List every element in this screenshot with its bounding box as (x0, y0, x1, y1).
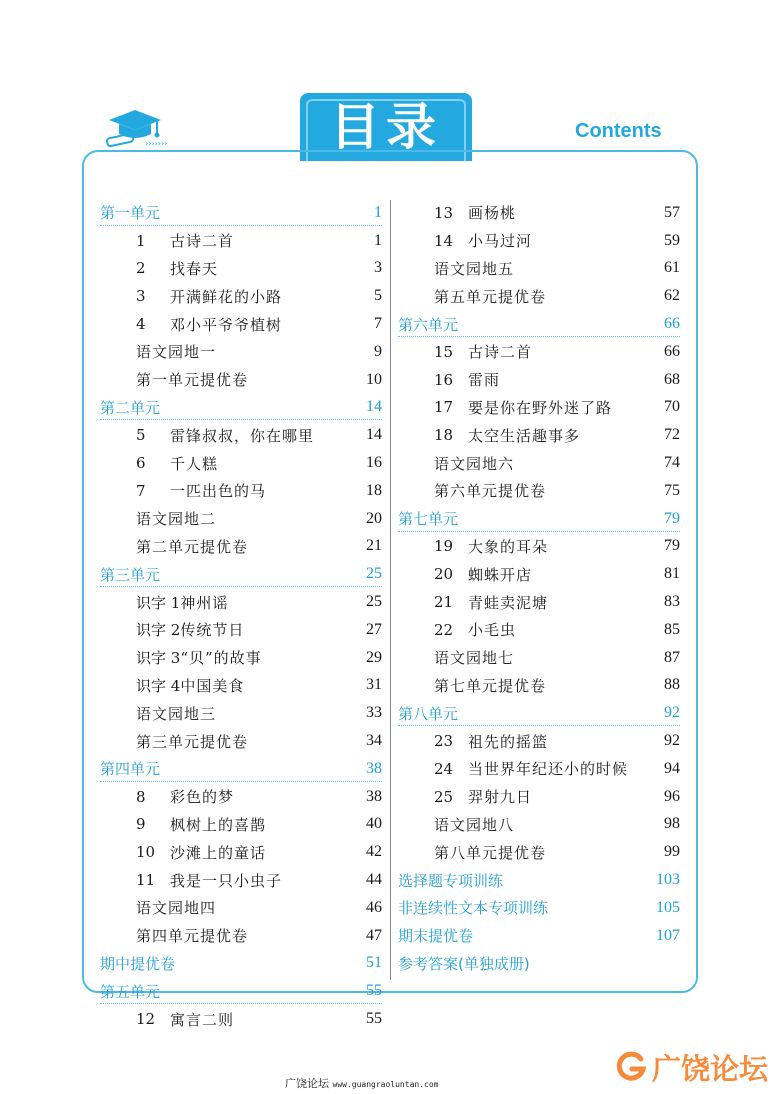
toc-entry[interactable] (100, 338, 382, 366)
toc-entry-title: 当世界年纪还小的时候 (468, 760, 629, 779)
svg-text:›››››››: ››››››› (145, 139, 168, 148)
toc-entry-title: 语文园地七 (434, 649, 515, 668)
toc-entry-title: 太空生活趣事多 (468, 426, 581, 445)
toc-entry-number: 23 (434, 732, 454, 751)
toc-entry[interactable] (398, 449, 680, 477)
toc-page-number: 92 (664, 732, 680, 750)
toc-entry[interactable] (398, 755, 680, 783)
toc-entry-title: 沙滩上的童话 (170, 843, 267, 862)
toc-page-number: 105 (656, 898, 680, 916)
toc-entry-number: 19 (434, 537, 454, 556)
toc-page-number: 81 (664, 565, 680, 583)
toc-page-number: 10 (366, 370, 382, 388)
toc-entry-title: 语文园地二 (136, 510, 217, 529)
footer-url: www.guangraoluntan.com (332, 1080, 439, 1089)
toc-entry-title: 青蛙卖泥塘 (468, 593, 549, 612)
toc-page-number: 3 (374, 259, 382, 277)
toc-entry-number: 识字 1 (136, 593, 181, 612)
toc-special-entry[interactable] (398, 950, 680, 978)
footer-site-name: 广饶论坛 (285, 1077, 329, 1090)
toc-entry-title: 第四单元提优卷 (136, 927, 249, 946)
toc-entry[interactable] (398, 588, 680, 616)
toc-page-number: 16 (366, 454, 382, 472)
toc-page-number: 25 (366, 565, 382, 583)
toc-right-column (398, 199, 680, 977)
toc-special-entry[interactable] (398, 922, 680, 950)
toc-page-number: 38 (366, 759, 382, 777)
toc-entry[interactable] (100, 505, 382, 533)
toc-entry-number: 8 (136, 787, 146, 806)
page-title: 目录 (300, 93, 472, 161)
toc-entry[interactable] (100, 227, 382, 255)
toc-page-number: 87 (664, 648, 680, 666)
toc-entry[interactable] (100, 699, 382, 727)
toc-entry-number: 7 (136, 481, 146, 500)
toc-entry[interactable] (100, 727, 382, 755)
toc-entry-title: 语文园地八 (434, 815, 515, 834)
toc-entry-number: 20 (434, 565, 454, 584)
toc-page-number: 29 (366, 648, 382, 666)
toc-entry[interactable] (100, 366, 382, 394)
toc-page-number: 18 (366, 481, 382, 499)
toc-entry-title: 语文园地三 (136, 704, 217, 723)
graduation-cap-icon (105, 102, 185, 150)
toc-entry-title: 古诗二首 (468, 343, 533, 362)
toc-entry[interactable] (398, 727, 680, 755)
toc-entry-number: 1 (136, 231, 146, 250)
toc-unit-heading[interactable] (398, 505, 680, 533)
toc-entry[interactable] (100, 783, 382, 811)
toc-page-number: 27 (366, 620, 382, 638)
toc-entry[interactable] (100, 894, 382, 922)
brand-logo (614, 1047, 774, 1087)
toc-entry-number: 识字 3 (136, 649, 181, 668)
toc-entry-title: 一匹出色的马 (170, 482, 267, 501)
toc-entry-title: 语文园地四 (136, 899, 217, 918)
toc-entry[interactable] (398, 199, 680, 227)
toc-entry-title: 第八单元 (398, 704, 459, 723)
toc-entry-title: 我是一只小虫子 (170, 871, 283, 890)
toc-entry-title: 蜘蛛开店 (468, 565, 533, 584)
toc-entry-title: 传统节日 (180, 621, 245, 640)
toc-unit-heading[interactable] (100, 755, 382, 783)
toc-page-number: 57 (664, 203, 680, 221)
toc-page-number: 14 (366, 426, 382, 444)
toc-entry-number: 12 (136, 1010, 156, 1028)
toc-entry-title: 第六单元提优卷 (434, 482, 547, 501)
toc-entry[interactable] (398, 282, 680, 310)
toc-page-number: 79 (664, 509, 680, 527)
toc-entry-title: 邓小平爷爷植树 (170, 315, 283, 334)
toc-entry-number: 25 (434, 787, 454, 806)
toc-entry[interactable] (100, 838, 382, 866)
toc-entry-number: 识字 2 (136, 621, 181, 640)
toc-page-number: 55 (366, 1010, 382, 1027)
toc-page-number: 5 (374, 287, 382, 305)
toc-entry-title: 小毛虫 (468, 621, 517, 640)
toc-page-number: 99 (664, 843, 680, 861)
toc-page-number: 66 (664, 342, 680, 360)
toc-page-number: 55 (366, 982, 382, 1000)
toc-entry-title: 找春天 (170, 259, 219, 278)
toc-entry-number: 11 (136, 871, 156, 890)
toc-entry[interactable] (100, 616, 382, 644)
toc-page-number: 9 (374, 342, 382, 360)
toc-entry-title: 寓言二则 (170, 1010, 235, 1029)
toc-entry-title: 千人糕 (170, 454, 219, 473)
toc-entry-title: 中国美食 (180, 676, 245, 695)
toc-page-number: 66 (664, 315, 680, 333)
toc-entry-title: 第二单元 (100, 398, 161, 417)
toc-entry[interactable] (100, 255, 382, 283)
toc-entry[interactable] (398, 672, 680, 700)
toc-entry-title: 第一单元 (100, 204, 161, 223)
toc-entry-title: 第三单元提优卷 (136, 732, 249, 751)
toc-page-number: 1 (374, 203, 382, 221)
toc-entry-title: 第三单元 (100, 565, 161, 584)
toc-entry-title: 第一单元提优卷 (136, 371, 249, 390)
toc-entry-number: 24 (434, 759, 454, 778)
toc-entry-title: 画杨桃 (468, 204, 517, 223)
toc-entry[interactable] (100, 477, 382, 505)
toc-entry-title: 期中提优卷 (100, 954, 176, 973)
toc-entry[interactable] (398, 644, 680, 672)
toc-entry[interactable] (398, 811, 680, 839)
toc-page-number: 34 (366, 732, 382, 750)
toc-page-number: 79 (664, 537, 680, 555)
toc-entry[interactable] (100, 310, 382, 338)
brand-name: 广饶论坛 (652, 1051, 769, 1086)
toc-entry[interactable] (100, 1005, 382, 1033)
toc-page-number: 70 (664, 398, 680, 416)
toc-entry-number: 9 (136, 815, 146, 834)
toc-entry[interactable] (398, 394, 680, 422)
contents-subtitle: Contents (575, 120, 662, 142)
toc-entry[interactable] (398, 227, 680, 255)
toc-page-number: 83 (664, 593, 680, 611)
toc-entry-title: 枫树上的喜鹊 (170, 815, 267, 834)
toc-entry-number: 22 (434, 620, 454, 639)
toc-entry-title: 选择题专项训练 (398, 871, 504, 890)
toc-entry-title: 开满鲜花的小路 (170, 287, 283, 306)
toc-entry-title: 期末提优卷 (398, 927, 474, 946)
toc-entry[interactable] (100, 922, 382, 950)
toc-page-number: 46 (366, 898, 382, 916)
toc-entry[interactable] (398, 783, 680, 811)
toc-entry-title: 祖先的摇篮 (468, 732, 549, 751)
toc-entry-number: 5 (136, 426, 146, 445)
toc-page-number: 96 (664, 787, 680, 805)
toc-page-number: 40 (366, 815, 382, 833)
toc-entry[interactable] (100, 449, 382, 477)
toc-entry-title: 语文园地六 (434, 454, 515, 473)
toc-entry-title: 非连续性文本专项训练 (398, 899, 549, 918)
toc-special-entry[interactable] (100, 950, 382, 978)
g-logo-icon (614, 1050, 648, 1084)
toc-entry-title: 大象的耳朵 (468, 537, 549, 556)
toc-entry[interactable] (398, 421, 680, 449)
toc-unit-heading[interactable] (398, 310, 680, 338)
toc-page-number: 88 (664, 676, 680, 694)
toc-entry-title: 神州谣 (180, 593, 229, 612)
toc-entry-number: 6 (136, 454, 146, 473)
toc-entry-title: 彩色的梦 (170, 788, 235, 807)
toc-entry[interactable] (100, 866, 382, 894)
toc-page-number: 94 (664, 759, 680, 777)
toc-entry-number: 识字 4 (136, 676, 181, 695)
toc-page-number: 103 (656, 871, 680, 889)
toc-unit-heading[interactable] (100, 199, 382, 227)
toc-page-number: 14 (366, 398, 382, 416)
toc-page-number: 47 (366, 926, 382, 944)
toc-page-number: 59 (664, 231, 680, 249)
toc-entry-number: 4 (136, 315, 146, 334)
toc-page-number: 38 (366, 787, 382, 805)
column-divider (390, 200, 391, 980)
toc-entry-number: 15 (434, 342, 454, 361)
toc-entry[interactable] (398, 533, 680, 561)
toc-entry-title: 雷锋叔叔，你在哪里 (170, 426, 315, 445)
toc-page-number: 20 (366, 509, 382, 527)
toc-entry-title: 语文园地一 (136, 343, 217, 362)
toc-entry-number: 13 (434, 203, 454, 222)
toc-entry-title: 第八单元提优卷 (434, 843, 547, 862)
toc-unit-heading[interactable] (398, 699, 680, 727)
toc-page-number: 107 (656, 926, 680, 944)
toc-entry-title: 第五单元 (100, 982, 161, 1001)
toc-entry[interactable] (398, 616, 680, 644)
toc-page-number: 7 (374, 315, 382, 333)
toc-page-number: 72 (664, 426, 680, 444)
toc-page-number: 92 (664, 704, 680, 722)
toc-entry-number: 21 (434, 593, 454, 612)
toc-page-number: 1 (374, 231, 382, 249)
toc-page-number: 68 (664, 370, 680, 388)
toc-unit-heading[interactable] (100, 394, 382, 422)
toc-entry-title: 古诗二首 (170, 232, 235, 251)
toc-entry-title: 第五单元提优卷 (434, 287, 547, 306)
toc-entry-number: 2 (136, 259, 146, 278)
toc-entry[interactable] (398, 255, 680, 283)
toc-page-number: 74 (664, 454, 680, 472)
toc-page-number: 51 (366, 954, 382, 972)
toc-entry-title: 参考答案(单独成册) (398, 954, 530, 973)
toc-entry-title: 第二单元提优卷 (136, 537, 249, 556)
toc-page-number: 42 (366, 843, 382, 861)
toc-entry-title: 雷雨 (468, 371, 501, 390)
toc-entry[interactable] (398, 477, 680, 505)
toc-unit-heading[interactable] (100, 977, 382, 1005)
toc-entry-title: 羿射九日 (468, 788, 533, 807)
toc-special-entry[interactable] (398, 894, 680, 922)
toc-entry[interactable] (100, 421, 382, 449)
toc-entry-number: 10 (136, 843, 156, 862)
toc-entry[interactable] (398, 838, 680, 866)
toc-entry-title: 语文园地五 (434, 259, 515, 278)
toc-page-number: 31 (366, 676, 382, 694)
toc-entry[interactable] (100, 533, 382, 561)
toc-entry-title: 第七单元提优卷 (434, 676, 547, 695)
toc-entry-title: “贝”的故事 (180, 649, 262, 668)
toc-unit-heading[interactable] (100, 560, 382, 588)
toc-entry[interactable] (100, 644, 382, 672)
toc-entry-title: 要是你在野外迷了路 (468, 398, 613, 417)
toc-entry-number: 3 (136, 287, 146, 306)
toc-page-number: 33 (366, 704, 382, 722)
toc-entry-number: 17 (434, 398, 454, 417)
toc-entry[interactable] (100, 588, 382, 616)
toc-page-number: 75 (664, 481, 680, 499)
toc-left-column (100, 199, 382, 1033)
toc-entry[interactable] (398, 338, 680, 366)
toc-entry[interactable] (398, 366, 680, 394)
toc-entry[interactable] (100, 672, 382, 700)
toc-entry-number: 16 (434, 370, 454, 389)
toc-special-entry[interactable] (398, 866, 680, 894)
toc-page-number: 62 (664, 287, 680, 305)
toc-entry-title: 第七单元 (398, 510, 459, 529)
toc-entry-title: 第四单元 (100, 760, 161, 779)
toc-entry[interactable] (100, 282, 382, 310)
toc-entry-number: 14 (434, 231, 454, 250)
toc-page-number: 85 (664, 620, 680, 638)
toc-page-number: 44 (366, 871, 382, 889)
toc-entry-title: 小马过河 (468, 232, 533, 251)
toc-entry[interactable] (100, 811, 382, 839)
toc-page-number: 98 (664, 815, 680, 833)
toc-entry-number: 18 (434, 426, 454, 445)
toc-page-number: 25 (366, 593, 382, 611)
toc-entry[interactable] (398, 560, 680, 588)
toc-page-number: 61 (664, 259, 680, 277)
footer-watermark (285, 1075, 438, 1091)
toc-page-number: 21 (366, 537, 382, 555)
toc-entry-title: 第六单元 (398, 315, 459, 334)
